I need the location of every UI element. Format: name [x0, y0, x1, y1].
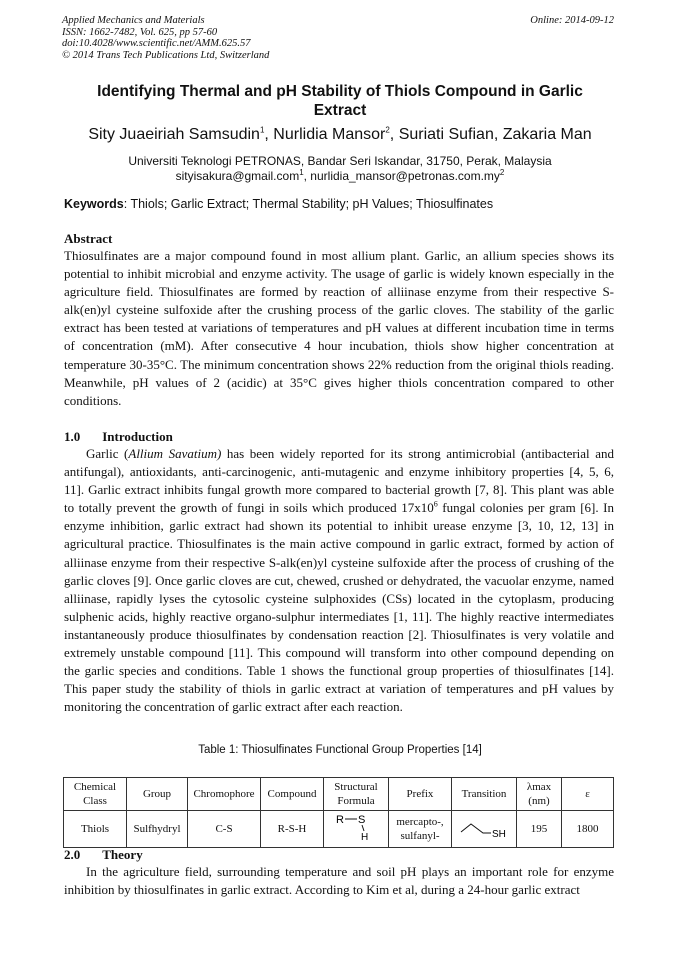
theory-title: Theory: [102, 847, 143, 862]
online-date: Online: 2014-09-12: [530, 15, 614, 26]
table-header-cell: Group: [127, 778, 188, 811]
affiliation: Universiti Teknologi PETRONAS, Bandar Seri Iskandar, 31750, Perak, Malaysia: [128, 154, 552, 168]
table-cell: mercapto-, sulfanyl-: [389, 811, 452, 848]
transition-cell: [452, 811, 517, 848]
authors: Sity Juaeiriah Samsudin$^1$, Nurlidia Mansor$^2$, Suriati Sufian, Zakaria Man: [88, 125, 592, 143]
table-header-cell: Structural Formula: [324, 778, 389, 811]
table-header-cell: Chromophore: [188, 778, 261, 811]
theory-heading: [64, 847, 143, 863]
journal-header: [62, 15, 269, 61]
structural-formula-cell: [324, 811, 389, 848]
table-row: [64, 811, 614, 848]
doi[interactable]: doi:10.4028/www.scientific.net/AMM.625.57: [62, 38, 251, 49]
table-cell: C-S: [188, 811, 261, 848]
intro-text-2: has been widely reported for its strong antimicrobial (antibacterial and antifungal), antioxidants, anti-carcinogenic, anti-mutagenic and enzyme inhibitory properties [4, 5, 6, 11]. Garlic extract inhibits fungal growth more compared to bacterial growth [7, 8]. This plant was able to totally prevent the growth of fungi in soils which produced 17x10: [64, 446, 614, 516]
email-1-sup: 1: [299, 168, 304, 177]
table-cell: Thiols: [64, 811, 127, 848]
keywords-label: Keywords: [64, 197, 124, 211]
table-header-cell: Transition: [452, 778, 517, 811]
copyright: © 2014 Trans Tech Publications Ltd, Switzerland: [62, 49, 270, 61]
formula-sh: SH: [492, 829, 506, 840]
email-2[interactable]: , nurlidia_mansor@petronas.com.my: [303, 169, 500, 183]
theory-number: 2.0: [64, 847, 81, 862]
authors-rest: , Suriati Sufian, Zakaria Man: [389, 126, 592, 143]
species-name: Allium Savatium): [128, 446, 222, 461]
bond-line: [461, 824, 491, 833]
email-1[interactable]: sityisakura@gmail.com: [175, 169, 300, 183]
table-cell: R-S-H: [261, 811, 324, 848]
exponent: 6: [433, 499, 438, 509]
functional-group-table: [63, 777, 614, 848]
issn: ISSN: 1662-7482, Vol. 625, pp 57-60: [62, 26, 218, 38]
table-header-row: [64, 778, 614, 811]
theory-text: In the agriculture field, surrounding temperature and soil pH plays an important role for enzyme inhibition by thiosulfinates in garlic extract. According to Kim et al, during a 24-hour garlic extract: [64, 864, 614, 898]
keywords: [64, 197, 493, 211]
structural-formula-image: [334, 812, 378, 842]
intro-text-1: Garlic (: [86, 446, 129, 461]
email-2-sup: 2: [499, 168, 505, 177]
table-header-cell: ε: [562, 778, 614, 811]
table-header-cell: Prefix: [389, 778, 452, 811]
transition-structure-image: [457, 814, 511, 840]
formula-h: H: [361, 832, 369, 842]
paper-title: Identifying Thermal and pH Stability of Thiols Compound in Garlic Extract: [97, 83, 583, 119]
table-header-cell: λmax (nm): [517, 778, 562, 811]
emails: [40, 169, 640, 184]
table-cell: 195: [517, 811, 562, 848]
author-1-sup: 1: [259, 125, 265, 135]
author-1: Sity Juaeiriah Samsudin: [88, 126, 260, 143]
table-header-cell: Chemical Class: [64, 778, 127, 811]
intro-text: [64, 445, 614, 716]
affiliation-block: [40, 154, 640, 184]
table-header-cell: Compound: [261, 778, 324, 811]
intro-number: 1.0: [64, 429, 81, 444]
formula-s: S: [358, 814, 366, 826]
intro-title: Introduction: [102, 429, 173, 444]
journal-name: Applied Mechanics and Materials: [62, 15, 205, 26]
table-caption: Table 1: Thiosulfinates Functional Group Properties [14]: [198, 744, 482, 756]
abstract-heading: Abstract: [64, 231, 113, 246]
author-2: Nurlidia Mansor: [273, 126, 386, 143]
abstract-text: Thiosulfinates are a major compound found in most allium plant. Garlic, an allium species shows its potential to inhibit microbial and enzyme activity. The usage of garlic is widely known especially in the agriculture field. Thiosulfinates are formed by reaction of alliinase enzyme from their respective S-alk(en)yl cysteine sulfoxide after the crushing process of the garlic cloves. The stability of the garlic extract has been tested at variations of temperatures and pH values at different incubation time in terms of concentration (mM). After consecutive 4 hour incubation, thiols show higher concentration at temperature 30-35°C. The minimum concentration shows 22% reduction from the original thiols reading. Meanwhile, pH values of 2 (acidic) at 35°C gives higher thiols concentration compared to other conditions.: [64, 248, 614, 408]
intro-heading: [64, 429, 173, 445]
table-cell: Sulfhydryl: [127, 811, 188, 848]
table-cell: 1800: [562, 811, 614, 848]
keywords-text: : Thiols; Garlic Extract; Thermal Stability; pH Values; Thiosulfinates: [123, 197, 494, 211]
author-2-sup: 2: [385, 125, 390, 135]
intro-text-3: fungal colonies per gram [6]. In enzyme inhibition, garlic extract had shown its potential to inhibit urease enzyme [3, 10, 12, 13] in agricultural practice. Thiosulfinates is the main active compound in garlic extract, formed by action of alliinase enzyme from their respective S-alk(en)yl cysteine sulfoxide after the process of crushing of the garlic cloves [9]. Once garlic cloves are cut, chewed, crushed or dehydrated, the vacuolar enzyme, named alliinase, rapidly lyses the cytosolic cysteine sulphoxides (CSs) located in the cytoplasm, producing sulphenic acids, highly reactive organo-sulphur intermediates [1, 11]. The highly reactive intermediates instantaneously produce thiosulfinates by condensation reaction [2]. Thiosulfinates is very volatile and extremely unstable compound [11]. This compound will transform into other compound depending on the garlic species and conditions. Table 1 shows the functional group properties of thiosulfinates [14]. This paper study the stability of thiols in garlic extract at variation of temperatures and pH values by monitoring the concentration of garlic extract after each reaction.: [64, 500, 614, 715]
formula-r: R: [336, 814, 344, 826]
